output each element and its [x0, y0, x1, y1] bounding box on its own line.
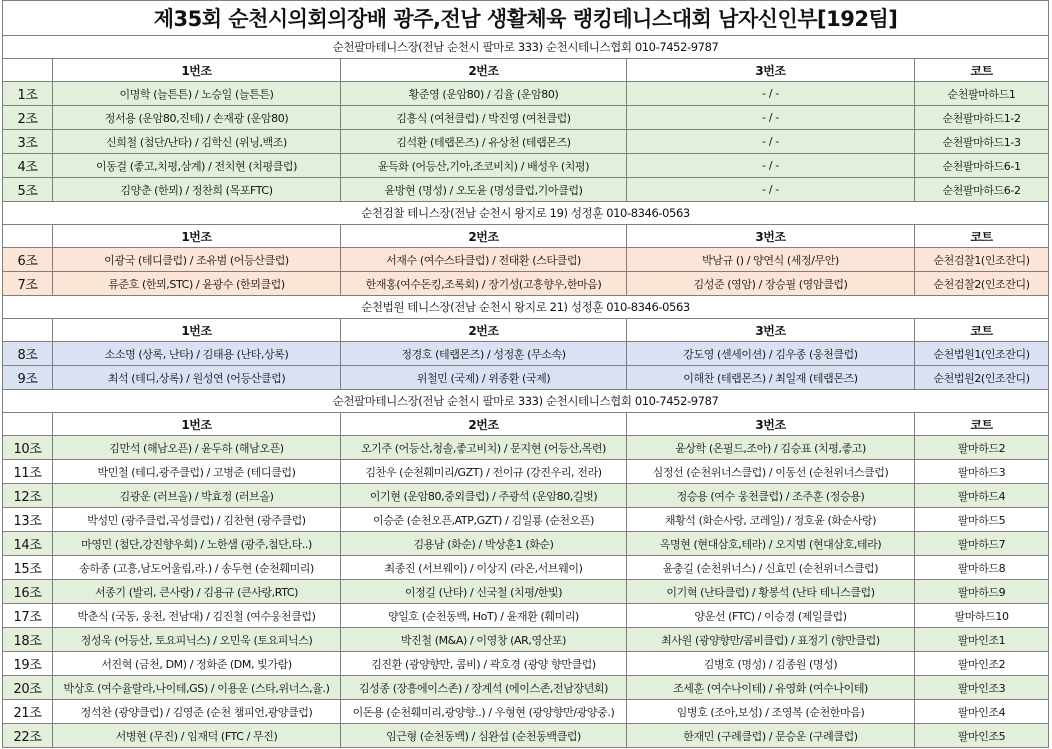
header-pair-3: 3번조 [627, 59, 915, 82]
court-cell: 팔마하드10 [915, 604, 1049, 628]
court-cell: 팔마하드2 [915, 436, 1049, 460]
pair-3-cell: 김성준 (영암) / 장승필 (영암클럽) [627, 272, 915, 296]
pair-1-cell: 송하종 (고흥,남도어울림,라.) / 송두현 (순천훼미리) [53, 556, 341, 580]
venue-info: 순천검찰 테니스장(전남 순천시 왕지로 19) 성정훈 010-8346-0563 [3, 202, 1049, 225]
group-row [3, 604, 1049, 628]
group-number: 20조 [3, 676, 53, 700]
pair-3-cell: 옥명현 (현대삼호,테라) / 오지범 (현대삼호,테라) [627, 532, 915, 556]
pair-3-cell: 임병호 (조아,보성) / 조영복 (순천한마음) [627, 700, 915, 724]
venue-row [3, 202, 1049, 225]
header-blank [3, 413, 53, 436]
pair-3-cell: - / - [627, 178, 915, 202]
group-row [3, 366, 1049, 390]
pair-1-cell: 정서용 (운암80,진테) / 손재광 (운암80) [53, 106, 341, 130]
header-court: 코트 [915, 319, 1049, 342]
pair-2-cell: 오기주 (어등산,청솔,좋고비치) / 문지현 (어등산,목련) [341, 436, 627, 460]
pair-3-cell: - / - [627, 82, 915, 106]
court-cell: 순천법원2(인조잔디) [915, 366, 1049, 390]
venue-row [3, 36, 1049, 59]
pair-1-cell: 박상호 (여수율랄라,나이테,GS) / 이용운 (스타,위너스,율.) [53, 676, 341, 700]
column-header-row [3, 225, 1049, 248]
pair-1-cell: 소소명 (상록, 난타) / 김태용 (난타,상록) [53, 342, 341, 366]
court-cell: 순천검찰1(인조잔디) [915, 248, 1049, 272]
pair-2-cell: 김찬우 (순천훼미리/GZT) / 전이규 (강진우리, 전라) [341, 460, 627, 484]
group-row [3, 652, 1049, 676]
pair-1-cell: 박민철 (테디,광주클럽) / 고병준 (테디클럽) [53, 460, 341, 484]
group-row [3, 676, 1049, 700]
pair-3-cell: 조세훈 (여수나이테) / 유영화 (여수나이테) [627, 676, 915, 700]
pair-2-cell: 한재홍(여수돈킹,조록회) / 장기성(고흥향우,한마음) [341, 272, 627, 296]
group-number: 12조 [3, 484, 53, 508]
court-cell: 순천팔마하드1-3 [915, 130, 1049, 154]
court-cell: 팔마하드3 [915, 460, 1049, 484]
group-number: 8조 [3, 342, 53, 366]
pair-2-cell: 김흥식 (여천클럽) / 박진영 (여천클럽) [341, 106, 627, 130]
pair-3-cell: 김병호 (명성) / 김종원 (명성) [627, 652, 915, 676]
header-pair-3: 3번조 [627, 413, 915, 436]
group-row [3, 580, 1049, 604]
group-row [3, 460, 1049, 484]
pair-1-cell: 박성민 (광주클럽,곡성클럽) / 김찬현 (광주클럽) [53, 508, 341, 532]
header-blank [3, 59, 53, 82]
pair-1-cell: 이동걸 (좋고,치평,삼계) / 전치현 (치평클럽) [53, 154, 341, 178]
bracket-table [2, 0, 1049, 748]
group-row [3, 82, 1049, 106]
group-number: 15조 [3, 556, 53, 580]
group-number: 6조 [3, 248, 53, 272]
pair-2-cell: 위철민 (국제) / 위종환 (국제) [341, 366, 627, 390]
pair-1-cell: 정석찬 (광양클럽) / 김영준 (순천 챔피언,광양클럽) [53, 700, 341, 724]
header-blank [3, 225, 53, 248]
group-row [3, 106, 1049, 130]
column-header-row [3, 413, 1049, 436]
pair-3-cell: 이해찬 (테랩몬즈) / 최일재 (테랩몬즈) [627, 366, 915, 390]
pair-2-cell: 김성종 (장흥에이스존) / 장계석 (에이스존,전남장년회) [341, 676, 627, 700]
court-cell: 팔마하드5 [915, 508, 1049, 532]
pair-1-cell: 김만석 (해남오픈) / 윤두하 (해남오픈) [53, 436, 341, 460]
court-cell: 순천팔마하드1 [915, 82, 1049, 106]
court-cell: 팔마하드8 [915, 556, 1049, 580]
group-number: 7조 [3, 272, 53, 296]
court-cell: 팔마인조4 [915, 700, 1049, 724]
pair-1-cell: 신희철 (첨단/난타) / 김학신 (위닝,백조) [53, 130, 341, 154]
pair-2-cell: 박진철 (M&A) / 이영창 (AR,영산포) [341, 628, 627, 652]
header-pair-2: 2번조 [341, 225, 627, 248]
pair-2-cell: 황준영 (운암80) / 김율 (운암80) [341, 82, 627, 106]
header-pair-3: 3번조 [627, 319, 915, 342]
court-cell: 팔마하드7 [915, 532, 1049, 556]
pair-1-cell: 서종기 (발리, 큰사랑) / 김용규 (큰사랑,RTC) [53, 580, 341, 604]
group-row [3, 700, 1049, 724]
venue-info: 순천법원 테니스장(전남 순천시 왕지로 21) 성정훈 010-8346-0563 [3, 296, 1049, 319]
group-row [3, 248, 1049, 272]
court-cell: 팔마인조1 [915, 628, 1049, 652]
pair-2-cell: 이기현 (운암80,중외클럽) / 주광석 (운암80,길벗) [341, 484, 627, 508]
pair-3-cell: 박남규 () / 양연식 (세정/무안) [627, 248, 915, 272]
pair-2-cell: 윤방현 (명성) / 오도윤 (명성클럽,기아클럽) [341, 178, 627, 202]
court-cell: 팔마하드9 [915, 580, 1049, 604]
group-row [3, 724, 1049, 748]
pair-2-cell: 이승준 (순천오픈,ATP,GZT) / 김일룡 (순천오픈) [341, 508, 627, 532]
pair-3-cell: - / - [627, 130, 915, 154]
venue-info: 순천팔마테니스장(전남 순천시 팔마로 333) 순천시테니스협회 010-7452-9787 [3, 390, 1049, 413]
pair-1-cell: 김양춘 (한뫼) / 정찬희 (목포FTC) [53, 178, 341, 202]
header-pair-2: 2번조 [341, 413, 627, 436]
pair-1-cell: 마영민 (첨단,강진향우회) / 노한샘 (광주,첨단,타..) [53, 532, 341, 556]
group-number: 1조 [3, 82, 53, 106]
pair-3-cell: 이기혁 (난타클럽) / 황봉석 (난타 테니스클럽) [627, 580, 915, 604]
group-number: 19조 [3, 652, 53, 676]
pair-3-cell: 양운선 (FTC) / 이승경 (제일클럽) [627, 604, 915, 628]
group-row [3, 556, 1049, 580]
court-cell: 순천검찰2(인조잔디) [915, 272, 1049, 296]
bracket-sheet [2, 0, 1048, 748]
pair-1-cell: 박춘식 (국동, 웅천, 전남대) / 김진철 (여수웅천클럽) [53, 604, 341, 628]
pair-1-cell: 이명학 (늘튼튼) / 노승일 (늘튼튼) [53, 82, 341, 106]
pair-1-cell: 정성욱 (어등산, 토요피닉스) / 오민욱 (토요피닉스) [53, 628, 341, 652]
header-pair-3: 3번조 [627, 225, 915, 248]
header-court: 코트 [915, 59, 1049, 82]
pair-1-cell: 서진혁 (금천, DM) / 정화준 (DM, 빛가람) [53, 652, 341, 676]
pair-2-cell: 김진환 (광양향만, 콤비) / 곽호경 (광양 향만클럽) [341, 652, 627, 676]
venue-row [3, 390, 1049, 413]
pair-3-cell: 최사원 (광양향만/콤비클럽) / 표정기 (향만클럽) [627, 628, 915, 652]
header-court: 코트 [915, 225, 1049, 248]
header-pair-1: 1번조 [53, 225, 341, 248]
header-pair-2: 2번조 [341, 59, 627, 82]
court-cell: 팔마인조5 [915, 724, 1049, 748]
group-number: 10조 [3, 436, 53, 460]
column-header-row [3, 59, 1049, 82]
court-cell: 순천법원1(인조잔디) [915, 342, 1049, 366]
group-number: 5조 [3, 178, 53, 202]
court-cell: 팔마인조2 [915, 652, 1049, 676]
pair-3-cell: 윤충길 (순천위너스) / 신효민 (순천위너스클럽) [627, 556, 915, 580]
pair-3-cell: - / - [627, 106, 915, 130]
pair-3-cell: 심정선 (순천위너스클럽) / 이동선 (순천위너스클럽) [627, 460, 915, 484]
group-number: 11조 [3, 460, 53, 484]
group-number: 17조 [3, 604, 53, 628]
pair-2-cell: 임근형 (순천동백) / 심완섭 (순천동백클럽) [341, 724, 627, 748]
court-cell: 팔마인조3 [915, 676, 1049, 700]
pair-3-cell: - / - [627, 154, 915, 178]
group-number: 4조 [3, 154, 53, 178]
pair-1-cell: 서병현 (무진) / 임재덕 (FTC / 무진) [53, 724, 341, 748]
group-number: 16조 [3, 580, 53, 604]
group-row [3, 272, 1049, 296]
court-cell: 순천팔마하드1-2 [915, 106, 1049, 130]
header-pair-1: 1번조 [53, 413, 341, 436]
pair-3-cell: 채황석 (화순사랑, 코레일) / 정호윤 (화순사랑) [627, 508, 915, 532]
group-row [3, 508, 1049, 532]
header-pair-1: 1번조 [53, 59, 341, 82]
pair-2-cell: 최종진 (서브웨이) / 이상지 (라온,서브웨이) [341, 556, 627, 580]
header-pair-1: 1번조 [53, 319, 341, 342]
group-row [3, 342, 1049, 366]
pair-2-cell: 정경호 (테랩몬즈) / 성정훈 (무소속) [341, 342, 627, 366]
pair-2-cell: 서재수 (여수스타클럽) / 전태환 (스타클럽) [341, 248, 627, 272]
pair-2-cell: 이돈용 (순천훼미리,광양향..) / 우형현 (광양향만/광양중.) [341, 700, 627, 724]
group-row [3, 178, 1049, 202]
pair-3-cell: 한재민 (구례클럽) / 문승운 (구례클럽) [627, 724, 915, 748]
group-row [3, 628, 1049, 652]
group-number: 21조 [3, 700, 53, 724]
group-number: 13조 [3, 508, 53, 532]
group-row [3, 130, 1049, 154]
pair-2-cell: 이정길 (난타) / 신국철 (치평/한빛) [341, 580, 627, 604]
court-cell: 순천팔마하드6-2 [915, 178, 1049, 202]
group-number: 3조 [3, 130, 53, 154]
group-number: 14조 [3, 532, 53, 556]
pair-1-cell: 김광운 (러브올) / 박효정 (러브올) [53, 484, 341, 508]
court-cell: 순천팔마하드6-1 [915, 154, 1049, 178]
pair-1-cell: 류준호 (한뫼,STC) / 윤광수 (한뫼클럽) [53, 272, 341, 296]
pair-2-cell: 김석환 (테랩몬즈) / 유상천 (테랩몬즈) [341, 130, 627, 154]
group-row [3, 532, 1049, 556]
pair-3-cell: 강도영 (센세이션) / 김우종 (웅천클럽) [627, 342, 915, 366]
pair-3-cell: 윤상학 (온필드,조아) / 김승표 (치평,좋고) [627, 436, 915, 460]
pair-1-cell: 이광국 (테디클럽) / 조유범 (어등산클럽) [53, 248, 341, 272]
pair-2-cell: 김용남 (화순) / 박상훈1 (화순) [341, 532, 627, 556]
group-number: 18조 [3, 628, 53, 652]
group-row [3, 154, 1049, 178]
group-row [3, 436, 1049, 460]
header-pair-2: 2번조 [341, 319, 627, 342]
group-number: 2조 [3, 106, 53, 130]
pair-2-cell: 윤득화 (어등산,기아,조코비치) / 배성우 (치평) [341, 154, 627, 178]
column-header-row [3, 319, 1049, 342]
header-blank [3, 319, 53, 342]
pair-3-cell: 정승용 (여수 웅천클럽) / 조주훈 (정승용) [627, 484, 915, 508]
group-row [3, 484, 1049, 508]
pair-2-cell: 양일호 (순천동백, HoT) / 윤재환 (훼미리) [341, 604, 627, 628]
page-title: 제35회 순천시의회의장배 광주,전남 생활체육 랭킹테니스대회 남자신인부[192팀] [3, 1, 1049, 36]
court-cell: 팔마하드4 [915, 484, 1049, 508]
group-number: 9조 [3, 366, 53, 390]
venue-row [3, 296, 1049, 319]
venue-info: 순천팔마테니스장(전남 순천시 팔마로 333) 순천시테니스협회 010-7452-9787 [3, 36, 1049, 59]
group-number: 22조 [3, 724, 53, 748]
header-court: 코트 [915, 413, 1049, 436]
pair-1-cell: 최석 (테디,상록) / 원성연 (어등산클럽) [53, 366, 341, 390]
